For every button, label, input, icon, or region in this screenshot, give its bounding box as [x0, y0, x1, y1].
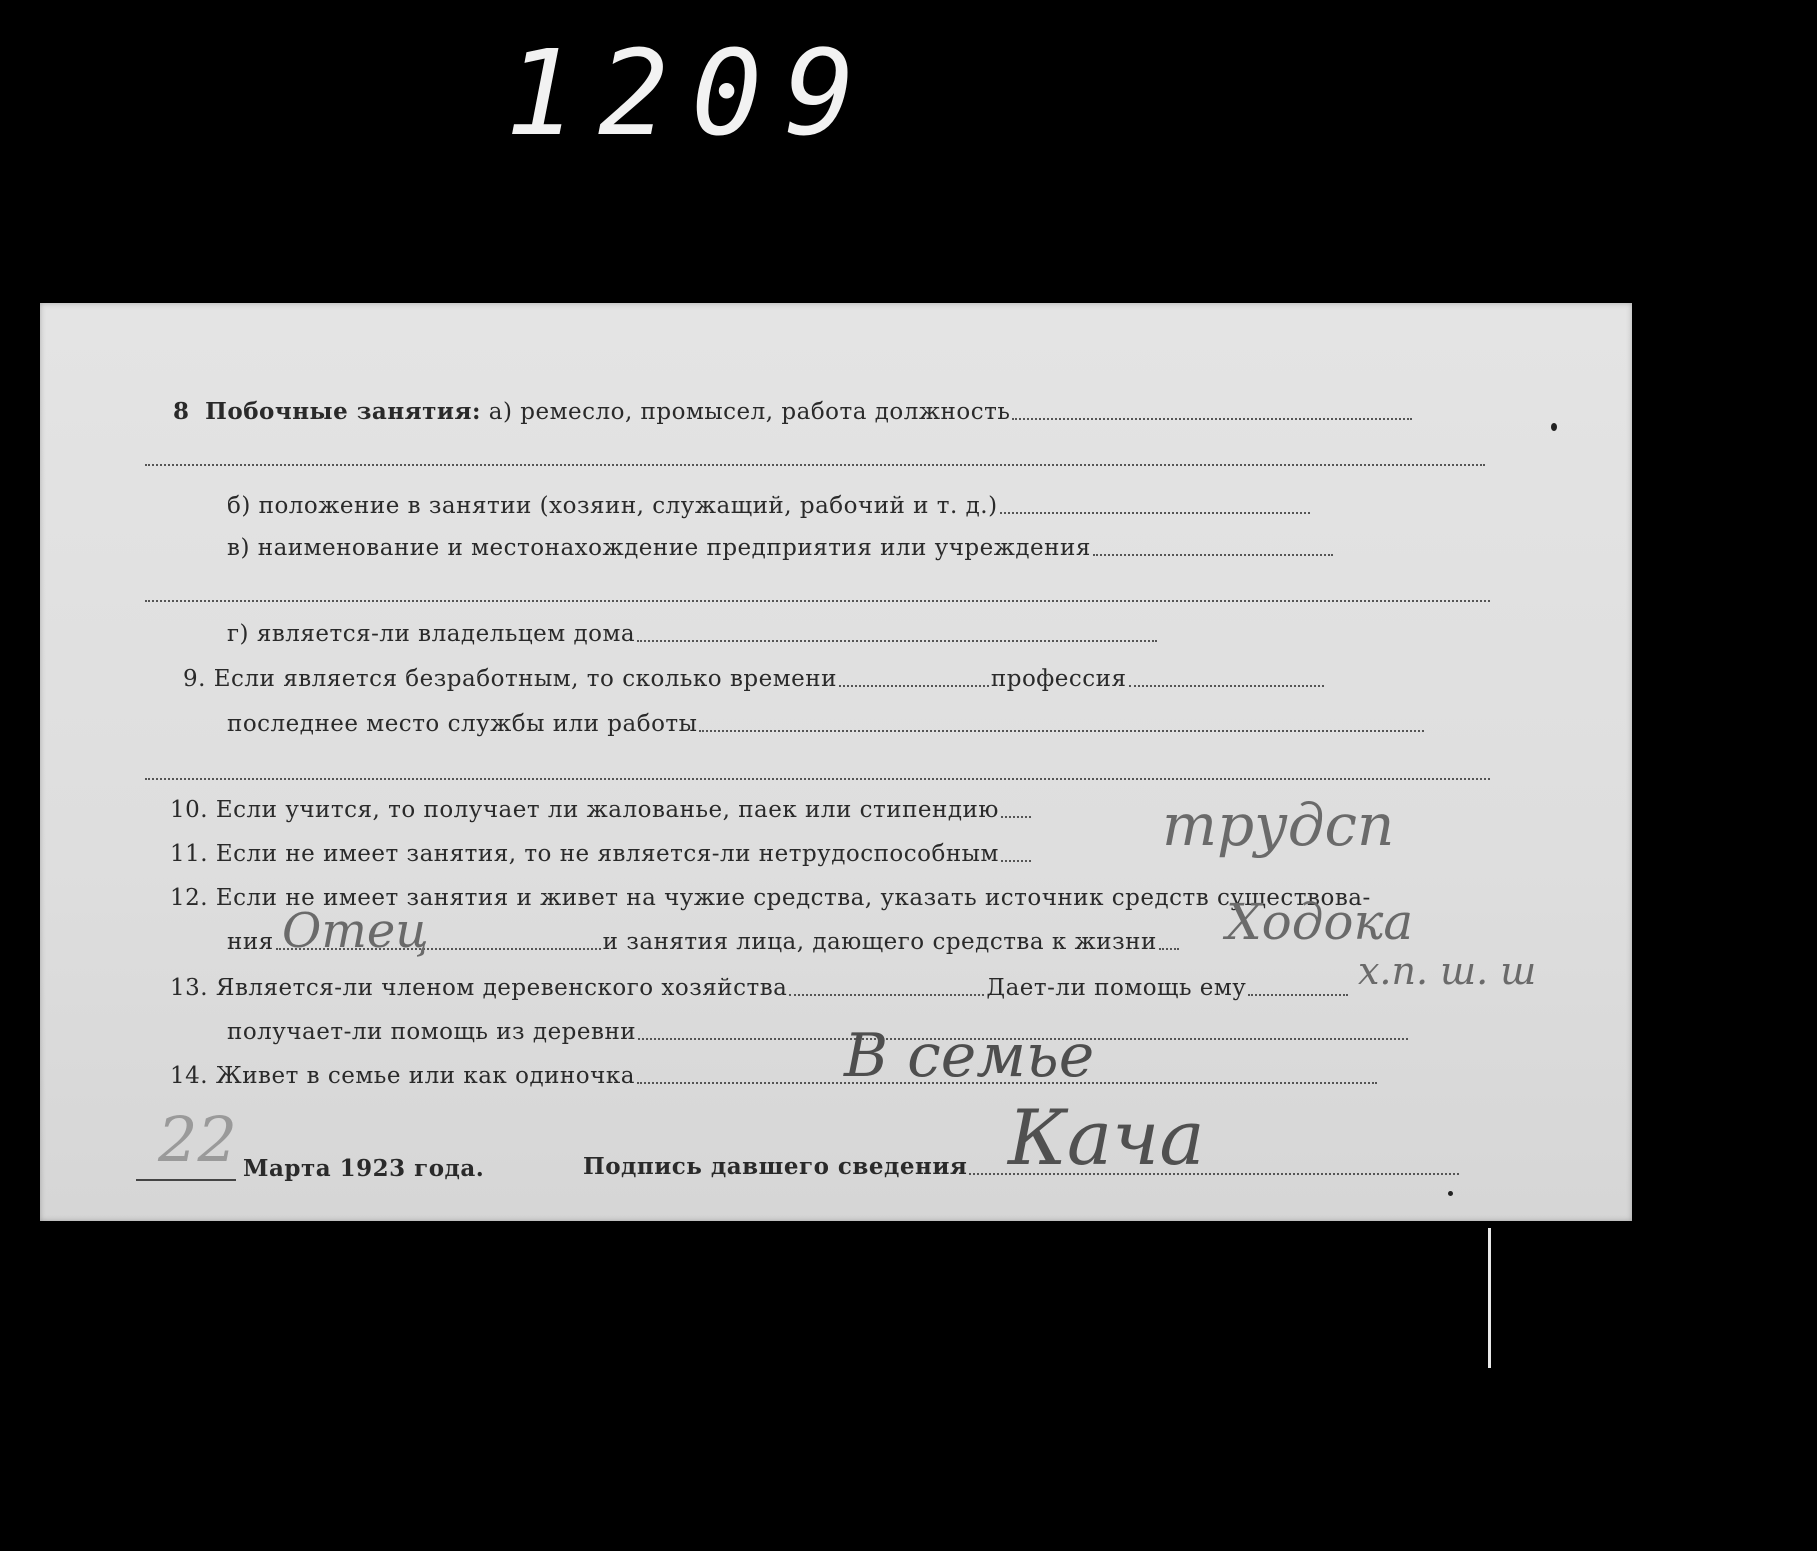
q12-text-cont: ния	[227, 929, 274, 955]
q9-second-line	[145, 778, 1490, 780]
q11-row	[170, 841, 1033, 867]
q8-row-a	[173, 398, 1414, 425]
ink-dot-mark	[1551, 423, 1557, 431]
date-row	[243, 1155, 484, 1182]
q9-row	[183, 666, 1326, 692]
q11-fill-line	[1001, 860, 1031, 862]
q12-text-mid: и занятия лица, дающего средства к жизни	[602, 929, 1157, 955]
q8-v-second-line	[145, 600, 1490, 602]
q13-help-receive: получает-ли помощь из деревни	[227, 1019, 637, 1045]
signature-label: Подпись давшего сведения	[583, 1153, 968, 1180]
q8-a-text: а) ремесло, промысел, работа должность	[488, 399, 1011, 425]
q11-text: Если не имеет занятия, то не является-ли нетрудоспособным	[215, 841, 999, 867]
q9-duration-fill-line	[839, 685, 989, 687]
ink-dot-mark-small	[1448, 1191, 1453, 1196]
handwriting-q12-extra: х.п. ш. ш	[1358, 949, 1537, 993]
q8-g-text: г) является-ли владельцем дома	[227, 621, 636, 647]
q8-b-text: б) положение в занятии (хозяин, служащий, рабочий и т. д.)	[227, 493, 998, 519]
q13-help-give: Дает-ли помощь ему	[986, 975, 1247, 1001]
q13-receive-row	[227, 1019, 1410, 1045]
handwriting-q14-answer: В семье	[844, 1021, 1095, 1091]
q11-number: 11.	[170, 841, 209, 867]
q8-label: Побочные занятия:	[205, 398, 481, 425]
q14-row	[170, 1063, 1379, 1089]
q9-text: Если является безработным, то сколько времени	[213, 666, 837, 692]
handwriting-q12-occupation: Ходока	[1226, 893, 1414, 951]
q8-number: 8	[173, 398, 190, 425]
q9-profession-label: профессия	[990, 666, 1127, 692]
q10-number: 10.	[170, 797, 209, 823]
handwriting-signature: Кача	[1008, 1093, 1205, 1182]
q14-number: 14.	[170, 1063, 209, 1089]
q8-v-fill-line	[1093, 554, 1333, 556]
date-day-line	[136, 1179, 236, 1181]
questionnaire-card	[40, 303, 1632, 1221]
q10-text: Если учится, то получает ли жалованье, паек или стипендию	[215, 797, 999, 823]
q14-text: Живет в семье или как одиночка	[215, 1063, 635, 1089]
q13-member-fill-line	[789, 994, 984, 996]
q10-fill-line	[1001, 816, 1031, 818]
q8-g-fill-line	[637, 640, 1157, 642]
q13-number: 13.	[170, 975, 209, 1001]
q8-v-text: в) наименование и местонахождение предприятия или учреждения	[227, 535, 1091, 561]
q12-occupation-fill-line	[1159, 948, 1179, 950]
q8-a-second-line	[145, 464, 1485, 466]
q9-last-place-row	[227, 711, 1426, 737]
q8-row-v	[227, 535, 1335, 561]
q9-last-place-text: последнее место службы или работы	[227, 711, 698, 737]
q12-number: 12.	[170, 885, 209, 911]
q8-row-g	[227, 621, 1159, 647]
q8-row-b	[227, 493, 1312, 519]
q12-text: Если не имеет занятия и живет на чужие средства, указать источник средств существова-	[215, 885, 1371, 911]
frame-number: 1209	[505, 24, 878, 162]
handwriting-q11-answer: трудсп	[1162, 791, 1395, 859]
q8-b-fill-line	[1000, 512, 1310, 514]
q13-text: Является-ли членом деревенского хозяйства	[215, 975, 788, 1001]
q8-a-fill-line	[1012, 418, 1412, 420]
q9-last-place-fill-line	[699, 730, 1424, 732]
handwriting-day: 22	[158, 1103, 237, 1176]
film-edge-line	[1488, 1228, 1491, 1368]
handwriting-q12-source: Отец	[282, 903, 429, 959]
q10-row	[170, 797, 1033, 823]
q9-number: 9.	[183, 666, 206, 692]
q9-profession-fill-line	[1129, 685, 1324, 687]
q13-help-give-fill-line	[1248, 994, 1348, 996]
q13-row	[170, 975, 1350, 1001]
date-text: Марта 1923 года.	[243, 1155, 485, 1182]
